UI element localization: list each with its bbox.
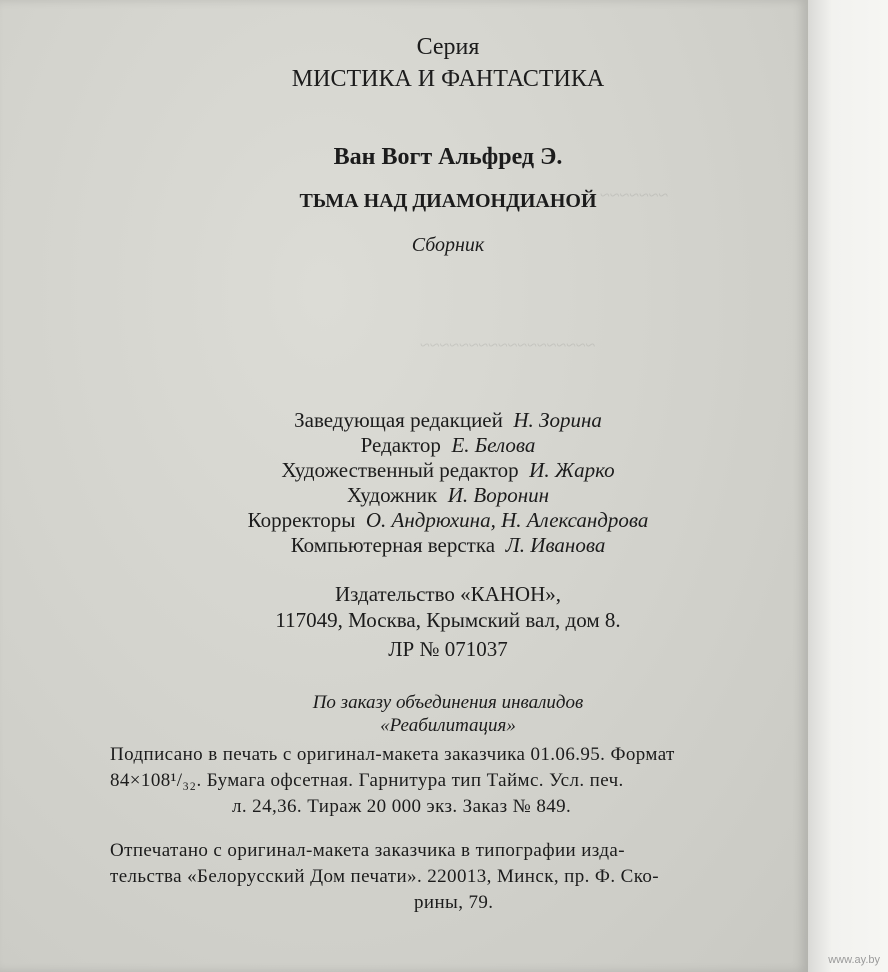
publisher-license: ЛР № 071037 bbox=[388, 637, 508, 661]
printing-line: тельства «Белорусский Дом печати». 220013, Минск, пр. Ф. Ско- bbox=[110, 866, 659, 887]
show-through-text: ~~~~~~~ bbox=[600, 185, 669, 205]
imprint-line: 84×108¹/₃₂. Бумага офсетная. Гарнитура тип Таймс. Усл. печ. bbox=[110, 770, 624, 791]
credit-line bbox=[0, 508, 888, 533]
credit-name: Н. Зорина bbox=[513, 408, 602, 432]
publisher-address: 117049, Москва, Крымский вал, дом 8. bbox=[275, 608, 621, 632]
order-line: По заказу объединения инвалидов bbox=[312, 692, 584, 713]
printing-line: рины, 79. bbox=[414, 892, 494, 913]
credit-name: Е. Белова bbox=[451, 433, 536, 457]
printing-line: Отпечатано с оригинал-макета заказчика в типографии изда- bbox=[110, 840, 625, 861]
show-through-text: ~~~~~~~~~~~~~~~~~~ bbox=[420, 335, 596, 355]
series-name: МИСТИКА И ФАНТАСТИКА bbox=[291, 66, 605, 92]
credit-line bbox=[0, 433, 888, 458]
credit-name: Л. Иванова bbox=[505, 533, 606, 557]
publisher-name: Издательство «КАНОН», bbox=[334, 582, 562, 606]
watermark: www.ay.by bbox=[828, 954, 880, 966]
order-organization: «Реабилитация» bbox=[380, 715, 516, 736]
credit-role: Художественный редактор bbox=[281, 458, 519, 482]
book-author: Ван Вогт Альфред Э. bbox=[333, 144, 563, 170]
series-label: Серия bbox=[416, 34, 480, 60]
book-title: ТЬМА НАД ДИАМОНДИАНОЙ bbox=[299, 190, 597, 212]
credit-role: Художник bbox=[346, 483, 438, 507]
credit-role: Редактор bbox=[360, 433, 441, 457]
page-edge bbox=[808, 0, 888, 972]
credit-role: Заведующая редакцией bbox=[294, 408, 503, 432]
credit-line bbox=[0, 533, 888, 558]
credit-role: Корректоры bbox=[247, 508, 356, 532]
credit-name: О. Андрюхина, Н. Александрова bbox=[365, 508, 649, 532]
credit-line bbox=[0, 458, 888, 483]
imprint-line: Подписано в печать с оригинал-макета заказчика 01.06.95. Формат bbox=[110, 744, 675, 765]
imprint-line: л. 24,36. Тираж 20 000 экз. Заказ № 849. bbox=[232, 796, 572, 817]
book-genre: Сборник bbox=[411, 234, 485, 256]
credit-line bbox=[0, 408, 888, 433]
credit-role: Компьютерная верстка bbox=[290, 533, 496, 557]
credit-line bbox=[0, 483, 888, 508]
credit-name: И. Жарко bbox=[529, 458, 615, 482]
credit-name: И. Воронин bbox=[447, 483, 550, 507]
